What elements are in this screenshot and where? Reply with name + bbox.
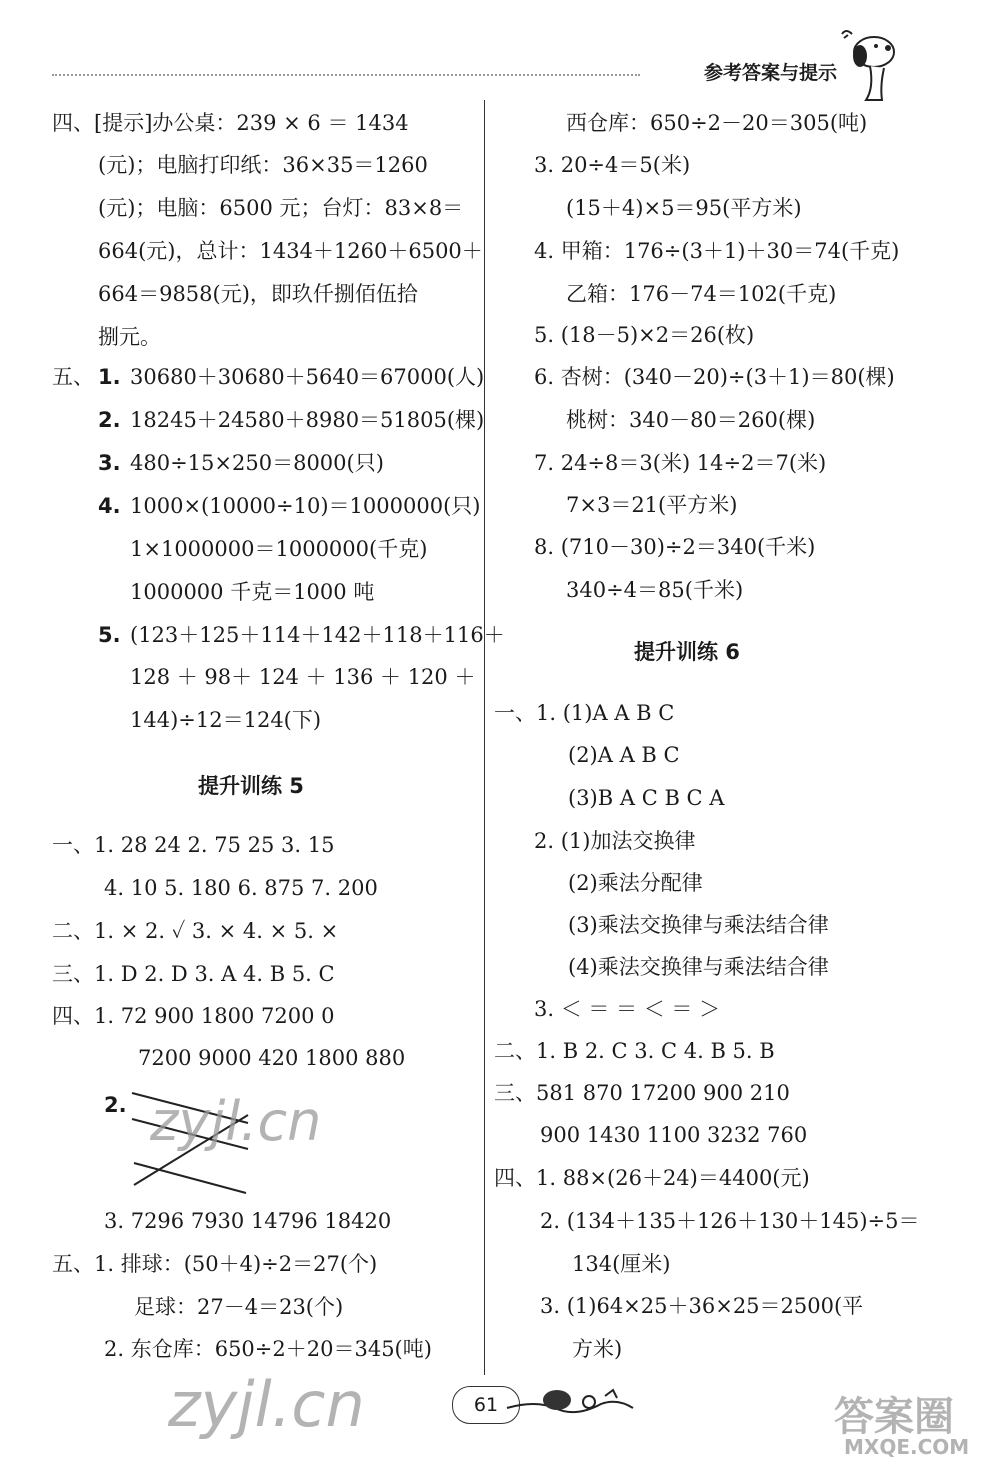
answer-line: 三、581 870 17200 900 210 xyxy=(494,1081,790,1105)
answer-line: 1000×(10000÷10)＝1000000(只) xyxy=(130,494,481,518)
watermark-stamp xyxy=(824,1385,994,1465)
answer-line: 900 1430 1100 3232 760 xyxy=(540,1123,808,1147)
answer-line: 桃树：340－80＝260(棵) xyxy=(566,408,816,432)
answer-line: (2)乘法分配律 xyxy=(568,871,703,895)
answer-line: 乙箱：176－74＝102(千克) xyxy=(566,282,837,306)
answer-line: 二、1. × 2. ✓ 3. × 4. × 5. × xyxy=(52,919,339,943)
watermark-mid: zyjl.cn xyxy=(150,1090,322,1153)
answer-line: 四、1. 88×(26＋24)＝4400(元) xyxy=(494,1166,810,1190)
answer-line: 一、1. (1)A A B C xyxy=(494,701,675,725)
answer-line: 5. (18－5)×2＝26(枚) xyxy=(534,323,755,347)
answer-line: 6. 杏树：(340－20)÷(3＋1)＝80(棵) xyxy=(534,365,895,389)
answer-line: 2. (1)加法交换律 xyxy=(534,829,696,853)
answer-line: 2. (134＋135＋126＋130＋145)÷5＝ xyxy=(540,1209,920,1233)
section-five-label: 五、 xyxy=(52,365,94,389)
watermark-stamp-url: MXQE.COM xyxy=(844,1435,970,1459)
answer-line: 7. 24÷8＝3(米) 14÷2＝7(米) xyxy=(534,451,827,475)
left-line-4: 664(元)，总计：1434＋1260＋6500＋ xyxy=(98,239,483,263)
question-number: 2. xyxy=(98,408,121,432)
answer-line: 西仓库：650÷2－20＝305(吨) xyxy=(566,111,868,135)
answer-line: (15＋4)×5＝95(平方米) xyxy=(566,196,802,220)
left-line-6: 捌元。 xyxy=(98,325,161,349)
answer-line: 五、1. 排球：(50＋4)÷2＝27(个) xyxy=(52,1252,378,1276)
answer-line: 3. 20÷4＝5(米) xyxy=(534,153,691,177)
header-rule xyxy=(52,74,640,76)
answer-line: 340÷4＝85(千米) xyxy=(566,578,744,602)
column-divider xyxy=(484,100,485,1375)
answer-line: 7×3＝21(平方米) xyxy=(566,493,738,517)
answer-line: 三、1. D 2. D 3. A 4. B 5. C xyxy=(52,962,335,986)
footer-ornament-icon xyxy=(505,1378,635,1426)
snoopy-mascot-icon xyxy=(830,26,900,106)
answer-line: 4. 甲箱：176÷(3＋1)＋30＝74(千克) xyxy=(534,239,900,263)
header-title: 参考答案与提示 xyxy=(704,62,838,84)
answer-line: 四、1. 72 900 1800 7200 0 xyxy=(52,1004,335,1028)
answer-line: 7200 9000 420 1800 880 xyxy=(138,1046,406,1070)
answer-line: 一、1. 28 24 2. 75 25 3. 15 xyxy=(52,833,335,857)
answer-line: 128 ＋ 98＋ 124 ＋ 136 ＋ 120 ＋ xyxy=(130,665,476,689)
answer-line: 1000000 千克＝1000 吨 xyxy=(130,580,375,604)
left-line-3: (元)；电脑：6500 元；台灯：83×8＝ xyxy=(98,196,464,220)
answer-line: 480÷15×250＝8000(只) xyxy=(130,451,384,475)
watermark-stamp-text: 答案圈 xyxy=(834,1394,954,1440)
answer-line: 方米) xyxy=(572,1337,623,1361)
answer-line: 18245＋24580＋8980＝51805(棵) xyxy=(130,408,485,432)
page-number: 61 xyxy=(452,1386,520,1424)
left-line-1: 四、[提示]办公桌：239 × 6 ＝ 1434 xyxy=(52,111,409,135)
answer-line: 8. (710－30)÷2＝340(千米) xyxy=(534,535,816,559)
question-number: 4. xyxy=(98,494,121,518)
section-title-training-5: 提升训练 5 xyxy=(198,774,304,798)
answer-line: 二、1. B 2. C 3. C 4. B 5. B xyxy=(494,1039,775,1063)
answer-line: 3. ＜ ＝ ＝ ＜ ＝ ＞ xyxy=(534,997,721,1021)
answer-line: (2)A A B C xyxy=(568,743,680,767)
answer-line: (123＋125＋114＋142＋118＋116＋ xyxy=(130,623,505,647)
question-number: 3. xyxy=(98,451,121,475)
answer-line: 4. 10 5. 180 6. 875 7. 200 xyxy=(104,876,378,900)
answer-line: 足球：27－4＝23(个) xyxy=(134,1295,344,1319)
answer-line: 144)÷12＝124(下) xyxy=(130,708,322,732)
answer-line: 3. (1)64×25＋36×25＝2500(平 xyxy=(540,1294,864,1318)
answer-line: 134(厘米) xyxy=(572,1252,671,1276)
section-title-training-6: 提升训练 6 xyxy=(634,640,740,664)
answer-line: 30680＋30680＋5640＝67000(人) xyxy=(130,365,485,389)
answer-line: (3)B A C B C A xyxy=(568,786,725,810)
answer-line: 2. 东仓库：650÷2＋20＝345(吨) xyxy=(104,1337,432,1361)
question-number: 5. xyxy=(98,623,121,647)
watermark-bottom: zyjl.cn xyxy=(168,1368,365,1441)
left-line-2: (元)；电脑打印纸：36×35＝1260 xyxy=(98,153,428,177)
question-number: 2. xyxy=(104,1093,127,1117)
question-number: 1. xyxy=(98,365,121,389)
left-line-5: 664＝9858(元)，即玖仟捌佰伍拾 xyxy=(98,282,418,306)
answer-line: 1×1000000＝1000000(千克) xyxy=(130,537,428,561)
answer-line: 3. 7296 7930 14796 18420 xyxy=(104,1209,392,1233)
answer-line: (4)乘法交换律与乘法结合律 xyxy=(568,955,829,979)
answer-line: (3)乘法交换律与乘法结合律 xyxy=(568,913,829,937)
